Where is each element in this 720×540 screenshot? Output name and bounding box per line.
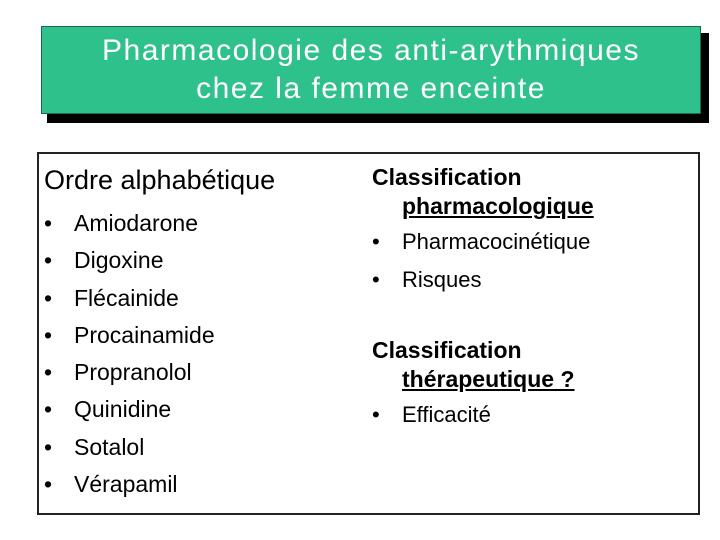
section-heading-line-1: Classification bbox=[372, 337, 522, 363]
section-heading-line-1: Classification bbox=[372, 164, 522, 190]
section-heading bbox=[372, 336, 692, 394]
list-item: • Amiodarone bbox=[44, 205, 354, 242]
title-line-1: Pharmacologie des anti-arythmiques bbox=[102, 34, 640, 67]
bullet-icon: • bbox=[44, 321, 53, 348]
list-item: • Risques bbox=[372, 261, 692, 299]
bullet-icon: • bbox=[372, 267, 380, 292]
left-column bbox=[44, 163, 354, 503]
section-therapeutique bbox=[372, 336, 692, 434]
list-item: • Pharmacocinétique bbox=[372, 223, 692, 261]
slide-title bbox=[41, 26, 701, 114]
section-list bbox=[372, 396, 692, 434]
list-item: • Sotalol bbox=[44, 429, 354, 466]
list-item: • Procainamide bbox=[44, 317, 354, 354]
section-heading-line-2: thérapeutique ? bbox=[402, 366, 575, 392]
bullet-icon: • bbox=[372, 229, 380, 254]
list-item: • Vérapamil bbox=[44, 466, 354, 503]
bullet-icon: • bbox=[44, 247, 53, 274]
bullet-icon: • bbox=[44, 210, 53, 236]
list-item: • Efficacité bbox=[372, 396, 692, 434]
list-item: • Flécainide bbox=[44, 280, 354, 317]
section-list bbox=[372, 223, 692, 299]
section-heading-line-2: pharmacologique bbox=[402, 193, 594, 219]
left-heading: Ordre alphabétique bbox=[44, 165, 276, 195]
bullet-icon: • bbox=[44, 284, 53, 311]
list-item: • Propranolol bbox=[44, 354, 354, 391]
bullet-icon: • bbox=[44, 433, 53, 460]
bullet-icon: • bbox=[44, 359, 53, 386]
bullet-icon: • bbox=[44, 471, 53, 498]
title-line-2: chez la femme enceinte bbox=[196, 72, 546, 105]
list-item: • Digoxine bbox=[44, 242, 354, 279]
list-item: • Quinidine bbox=[44, 391, 354, 428]
section-pharmacologique bbox=[372, 163, 692, 299]
bullet-icon: • bbox=[372, 402, 380, 427]
drug-list bbox=[44, 205, 354, 503]
bullet-icon: • bbox=[44, 396, 53, 423]
right-column bbox=[372, 163, 692, 434]
section-heading bbox=[372, 163, 692, 221]
